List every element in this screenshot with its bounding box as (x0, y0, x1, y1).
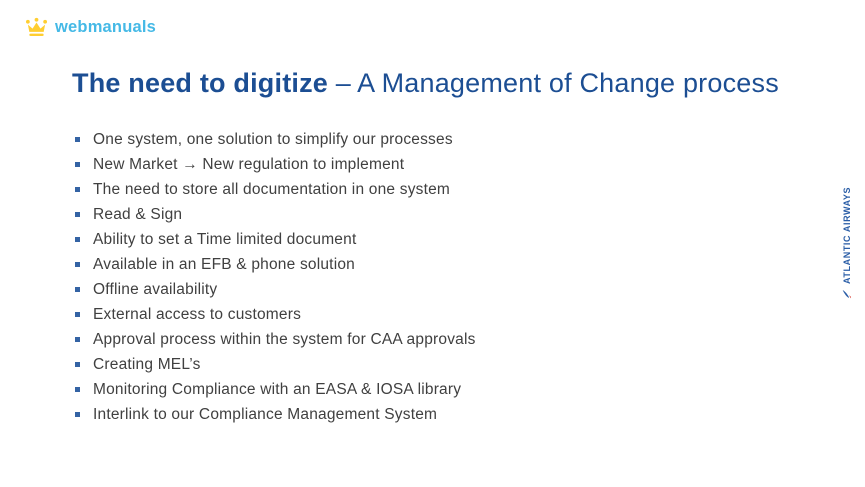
bullet-list (72, 127, 712, 427)
atlantic-airways-brand (839, 185, 855, 299)
list-item: Ability to set a Time limited document (72, 227, 712, 252)
atlantic-airways-label: ATLANTIC AIRWAYS (842, 186, 852, 284)
list-item: New Market → New regulation to implement (72, 152, 712, 177)
list-item: Creating MEL’s (72, 352, 712, 377)
list-item: Read & Sign (72, 202, 712, 227)
list-item: One system, one solution to simplify our processes (72, 127, 712, 152)
list-item: External access to customers (72, 302, 712, 327)
atlantic-airways-bird-icon (842, 289, 852, 299)
list-item: Monitoring Compliance with an EASA & IOSA library (72, 377, 712, 402)
page-title (72, 68, 832, 99)
list-item: Approval process within the system for CAA approvals (72, 327, 712, 352)
page-title-emphasis: The need to digitize (72, 68, 329, 98)
list-item: Interlink to our Compliance Management System (72, 402, 712, 427)
crown-icon (25, 17, 48, 38)
list-item: Available in an EFB & phone solution (72, 252, 712, 277)
webmanuals-logo (25, 17, 156, 38)
page-title-rest: – A Management of Change process (328, 68, 779, 98)
list-item: Offline availability (72, 277, 712, 302)
webmanuals-logo-text: webmanuals (55, 18, 157, 36)
list-item: The need to store all documentation in one system (72, 177, 712, 202)
